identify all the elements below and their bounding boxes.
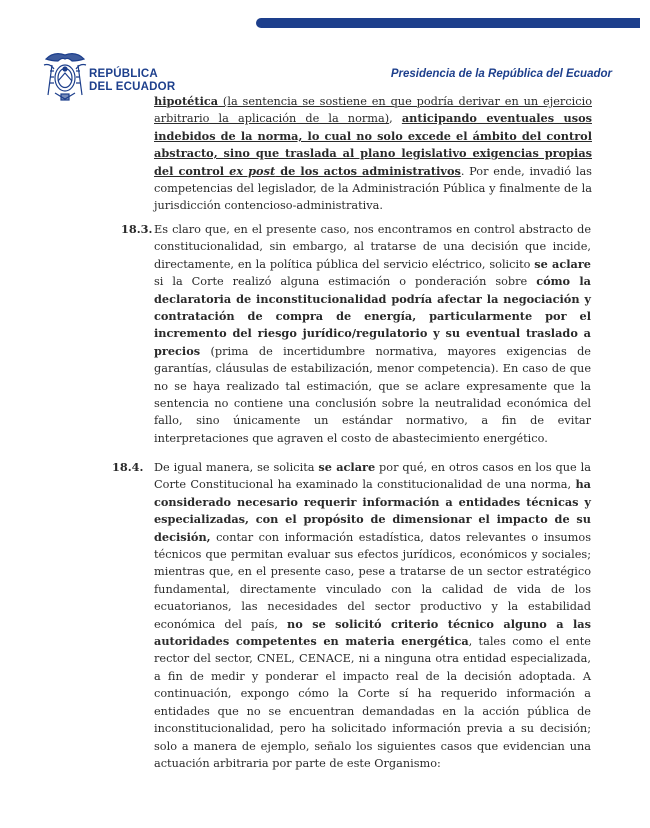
text-run: contar con información estadística, datos relevantes o insumos técnicos que permitan evaluar sus efectos jurídicos, económicos y sociales; mientras que, en el presente caso, pese a tratarse de un sector estratégico fundamental, directamente vinculado con la calidad de vida de los ecuatorianos, las necesidades del sector productivo y la estabilidad económica del país, bbox=[154, 530, 591, 631]
text-run: De igual manera, se solicita bbox=[154, 461, 319, 474]
text-run: (prima de incertidumbre normativa, mayores exigencias de garantías, cláusulas de estabilización, menor competencia). En caso de que no se haya realizado tal estimación, que se aclare expresamente que la sentencia no contiene una conclusión sobre la neutralidad económica del fallo, sino únicamente un estándar normativo, a fin de evitar interpretaciones que agraven el costo de abastecimiento energético. bbox=[154, 344, 591, 445]
office-header-title: Presidencia de la República del Ecuador bbox=[390, 68, 612, 80]
coat-of-arms-icon bbox=[42, 47, 88, 105]
bold-italic-text bbox=[229, 164, 275, 178]
underlined-text: (la sentencia se sostiene en que podría derivar en un ejercicio arbitrario la aplicación de la norma) bbox=[154, 95, 592, 126]
paragraph-text bbox=[154, 221, 591, 447]
item-number: 18.3. bbox=[121, 222, 153, 236]
bold-underlined-text: hipotética bbox=[154, 94, 219, 108]
bold-text: se aclare bbox=[534, 256, 591, 271]
text-run: si la Corte realizó alguna estimación o ponderación sobre bbox=[154, 275, 537, 289]
text-run: . Por ende, invadió las competencias del legislador, de la Administración Pública y finalmente de la jurisdicción contencioso-administrativa. bbox=[154, 164, 592, 213]
text-run: , tales como el ente rector del sector, CNEL, CENACE, ni a ninguna otra entidad especializada, a fin de medir y ponderar el impacto real de la decisión adoptada. A continuación, expongo cómo la Corte sí ha requerido información a entidades que no se encuentran demandadas en la acción pública de inconstitucionalidad, pero ha solicitado información previa a su decisión; solo a manera de ejemplo, señalo los siguientes casos que evidencian una actuación arbitraria por parte de este Organismo: bbox=[154, 635, 591, 770]
text-run: por qué, en otros casos en los que la Corte Constitucional ha examinado la constitucionalidad de una norma, bbox=[154, 461, 591, 492]
bold-underlined-text: de los actos administrativos bbox=[275, 163, 461, 178]
continuation-paragraph bbox=[154, 93, 592, 215]
bold-text: ha considerado necesario requerir información a entidades técnicas y especializadas, con el propósito de dimensionar el impacto de su decisión, bbox=[154, 477, 591, 544]
bold-text: no se solicitó criterio técnico alguno a las autoridades competentes en materia energética bbox=[154, 616, 591, 649]
bold-text: se aclare bbox=[318, 460, 376, 474]
text-run: Es claro que, en el presente caso, nos encontramos en control abstracto de constitucionalidad, sin embargo, al tratarse de una decisión que incide, directamente, en la política pública del servicio eléctrico, solicito bbox=[154, 223, 591, 271]
header-accent-bar bbox=[256, 18, 640, 28]
item-number: 18.4. bbox=[112, 460, 144, 474]
bold-text: cómo la declaratoria de inconstitucionalidad podría afectar la negociación y contratación de compra de energía, particularmente por el incremento del riesgo jurídico/regulatorio y su eventual traslado a precios bbox=[154, 274, 591, 358]
italic-text: ex post bbox=[229, 163, 276, 178]
paragraph-text bbox=[154, 459, 591, 772]
logo-text-republica: REPÚBLICA bbox=[89, 68, 158, 80]
bold-underlined-text: anticipando eventuales usos indebidos de la norma, lo cual no solo excede el ámbito del control abstracto, sino que traslada al plano legislativo exigencias propias del control bbox=[154, 111, 592, 178]
paragraph-text bbox=[154, 93, 592, 215]
text-run: , bbox=[389, 112, 402, 126]
logo-text-del-ecuador: DEL ECUADOR bbox=[89, 81, 176, 93]
